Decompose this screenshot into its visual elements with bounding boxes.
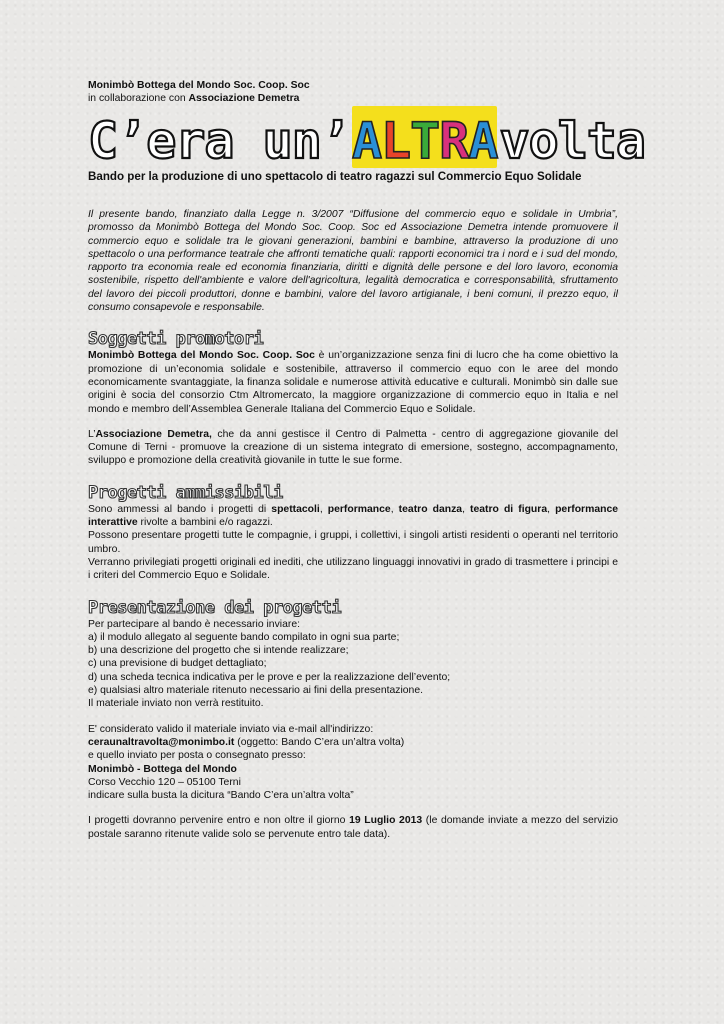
list-item: e) qualsiasi altro materiale ritenuto necessario ai fini della presentazione. bbox=[88, 685, 423, 697]
collaboration-line bbox=[88, 93, 618, 106]
amm-text-5: , bbox=[547, 503, 556, 515]
ammissibili-paragraph-2: Possono presentare progetti tutte le compagnie, i gruppi, i collettivi, i singoli artisti residenti o operanti nel territorio umbro. bbox=[88, 530, 618, 555]
amm-bold-4: teatro di figura bbox=[470, 503, 548, 515]
promotori-paragraph-1 bbox=[88, 349, 618, 415]
section-heading-promotori: Soggetti promotori bbox=[88, 329, 264, 350]
organizer-name: Monimbò Bottega del Mondo Soc. Coop. Soc bbox=[88, 80, 310, 91]
title-altra bbox=[352, 114, 498, 168]
collab-org: Associazione Demetra bbox=[188, 92, 300, 104]
amm-text-6: rivolte a bambini e/o ragazzi. bbox=[137, 517, 273, 529]
collab-prefix: in collaborazione con bbox=[88, 92, 189, 104]
amm-bold-2: performance bbox=[327, 503, 391, 515]
monimbo-name: Monimbò Bottega del Mondo Soc. Coop. Soc bbox=[88, 350, 315, 362]
title-part1: C’era un’ bbox=[88, 112, 350, 170]
list-item: d) una scheda tecnica indicativa per le prove e per la realizzazione dell’evento; bbox=[88, 671, 451, 683]
main-title bbox=[88, 110, 645, 170]
email-note: (oggetto: Bando C’era un’altra volta) bbox=[234, 736, 405, 748]
amm-text-2: , bbox=[319, 503, 328, 515]
header bbox=[88, 80, 618, 105]
amm-bold-1: spettacoli bbox=[271, 503, 320, 515]
amm-text-4: , bbox=[462, 503, 471, 515]
promotori-p1-text: è un’organizzazione senza fini di lucro che ha come obiettivo la promozione di un’economia solidale e sostenibile, attraverso il commercio equo con le aree del mondo economicamente svantaggiate, la finanza solidale e numerose attività educative e culturali. Monimbò sin dalle sue origini è socia del consorzio Ctm Altromercato, la maggiore organizzazione di commercio equo in Italia e nel mondo e membro dell’Assemblea Generale Italiana del Commercio Equo e Solidale. bbox=[88, 350, 618, 415]
address-street: Corso Vecchio 120 – 05100 Terni bbox=[88, 776, 241, 788]
email-intro: E' considerato valido il materiale inviato via e-mail all'indirizzo: bbox=[88, 723, 374, 735]
deadline-pre: I progetti dovranno pervenire entro e non oltre il giorno bbox=[88, 815, 350, 827]
ammissibili-paragraph-3: Verranno privilegiati progetti originali ed inediti, che utilizzano linguaggi innovativi in grado di trasmettere i principi e i criteri del Commercio Equo e Solidale. bbox=[88, 556, 618, 582]
amm-bold-3: teatro danza bbox=[398, 503, 463, 515]
promotori-p2-pre: L’ bbox=[88, 428, 96, 440]
section-heading-presentazione: Presentazione dei progetti bbox=[88, 597, 342, 618]
post-intro: e quello inviato per posta o consegnato presso: bbox=[88, 750, 306, 762]
deadline-post: (le domande inviate a mezzo del servizio postale saranno ritenute valide solo se pervenute entro tale data). bbox=[88, 815, 618, 840]
amm-bold-5: performance interattive bbox=[88, 503, 619, 529]
address-name-line bbox=[88, 763, 618, 776]
list-item: Per partecipare al bando è necessario inviare: bbox=[88, 618, 300, 630]
altra-letter-5: A bbox=[468, 112, 498, 170]
deadline-paragraph bbox=[88, 814, 618, 841]
altra-letter-3: T bbox=[410, 112, 440, 170]
amm-text-3: , bbox=[390, 503, 399, 515]
section-heading-ammissibili: Progetti ammissibili bbox=[88, 482, 283, 503]
amm-text-1: Sono ammessi al bando i progetti di bbox=[88, 503, 272, 515]
altra-letter-4: R bbox=[439, 112, 469, 170]
intro-paragraph: Il presente bando, finanziato dalla Legge n. 3/2007 “Diffusione del commercio equo e solidale in Umbria”, promosso da Monimbò Bottega del Mondo Soc. Coop. Soc ed Associazione Demetra intende promuovere il commercio equo e solidale tra le giovani generazioni, bambini e bambine, attraverso la produzione di uno spettacolo o una performance teatrale che affronti tematiche quali: rapporti economici tra i nord e i sud del mondo, rapporto tra economia reale ed economia finanziaria, diritti e dignità delle persone e del loro lavoro, economia sostenibile, rispetto dell'ambiente e valore dell'agricoltura, legalità democratica e corresponsabilità, sfruttamento del lavoro dei piccoli produttori, donne e bambini, valore del lavoro artigianale, i beni comuni, il prezzo equo, il consumo consapevole e responsabile. bbox=[88, 209, 618, 314]
contact-block bbox=[88, 723, 618, 803]
ammissibili-paragraph-1 bbox=[88, 503, 618, 530]
altra-letter-1: A bbox=[351, 112, 382, 170]
list-item: c) una previsione di budget dettagliato; bbox=[88, 658, 267, 670]
list-item: b) una descrizione del progetto che si intende realizzare; bbox=[88, 645, 349, 657]
title-part2: volta bbox=[499, 112, 645, 170]
demetra-name: Associazione Demetra, bbox=[95, 428, 212, 440]
presentazione-list bbox=[88, 618, 618, 711]
list-item: a) il modulo allegato al seguente bando compilato in ogni sua parte; bbox=[88, 631, 400, 643]
email-link[interactable]: ceraunaltravolta@monimbo.it bbox=[88, 736, 235, 748]
promotori-paragraph-2 bbox=[88, 428, 618, 468]
subtitle: Bando per la produzione di uno spettacolo di teatro ragazzi sul Commercio Equo Solidale bbox=[88, 170, 582, 183]
list-item: Il materiale inviato non verrà restituito. bbox=[88, 698, 264, 710]
altra-letter-2: L bbox=[381, 112, 411, 170]
promotori-p2-text: che da anni gestisce il Centro di Palmetta - centro di aggregazione giovanile del Comune di Terni - promuove la creazione di un sistema integrato di emersione, sostegno, accompagnamento, sviluppo e promozione della creatività giovanile in tutte le sue forme. bbox=[88, 428, 618, 467]
organizer-line bbox=[88, 80, 618, 93]
address-name: Monimbò - Bottega del Mondo bbox=[88, 763, 237, 775]
document-page bbox=[88, 80, 645, 841]
address-note: indicare sulla busta la dicitura “Bando C’era un’altra volta” bbox=[88, 790, 354, 802]
email-line bbox=[88, 736, 618, 749]
deadline-date: 19 Luglio 2013 bbox=[349, 815, 423, 827]
